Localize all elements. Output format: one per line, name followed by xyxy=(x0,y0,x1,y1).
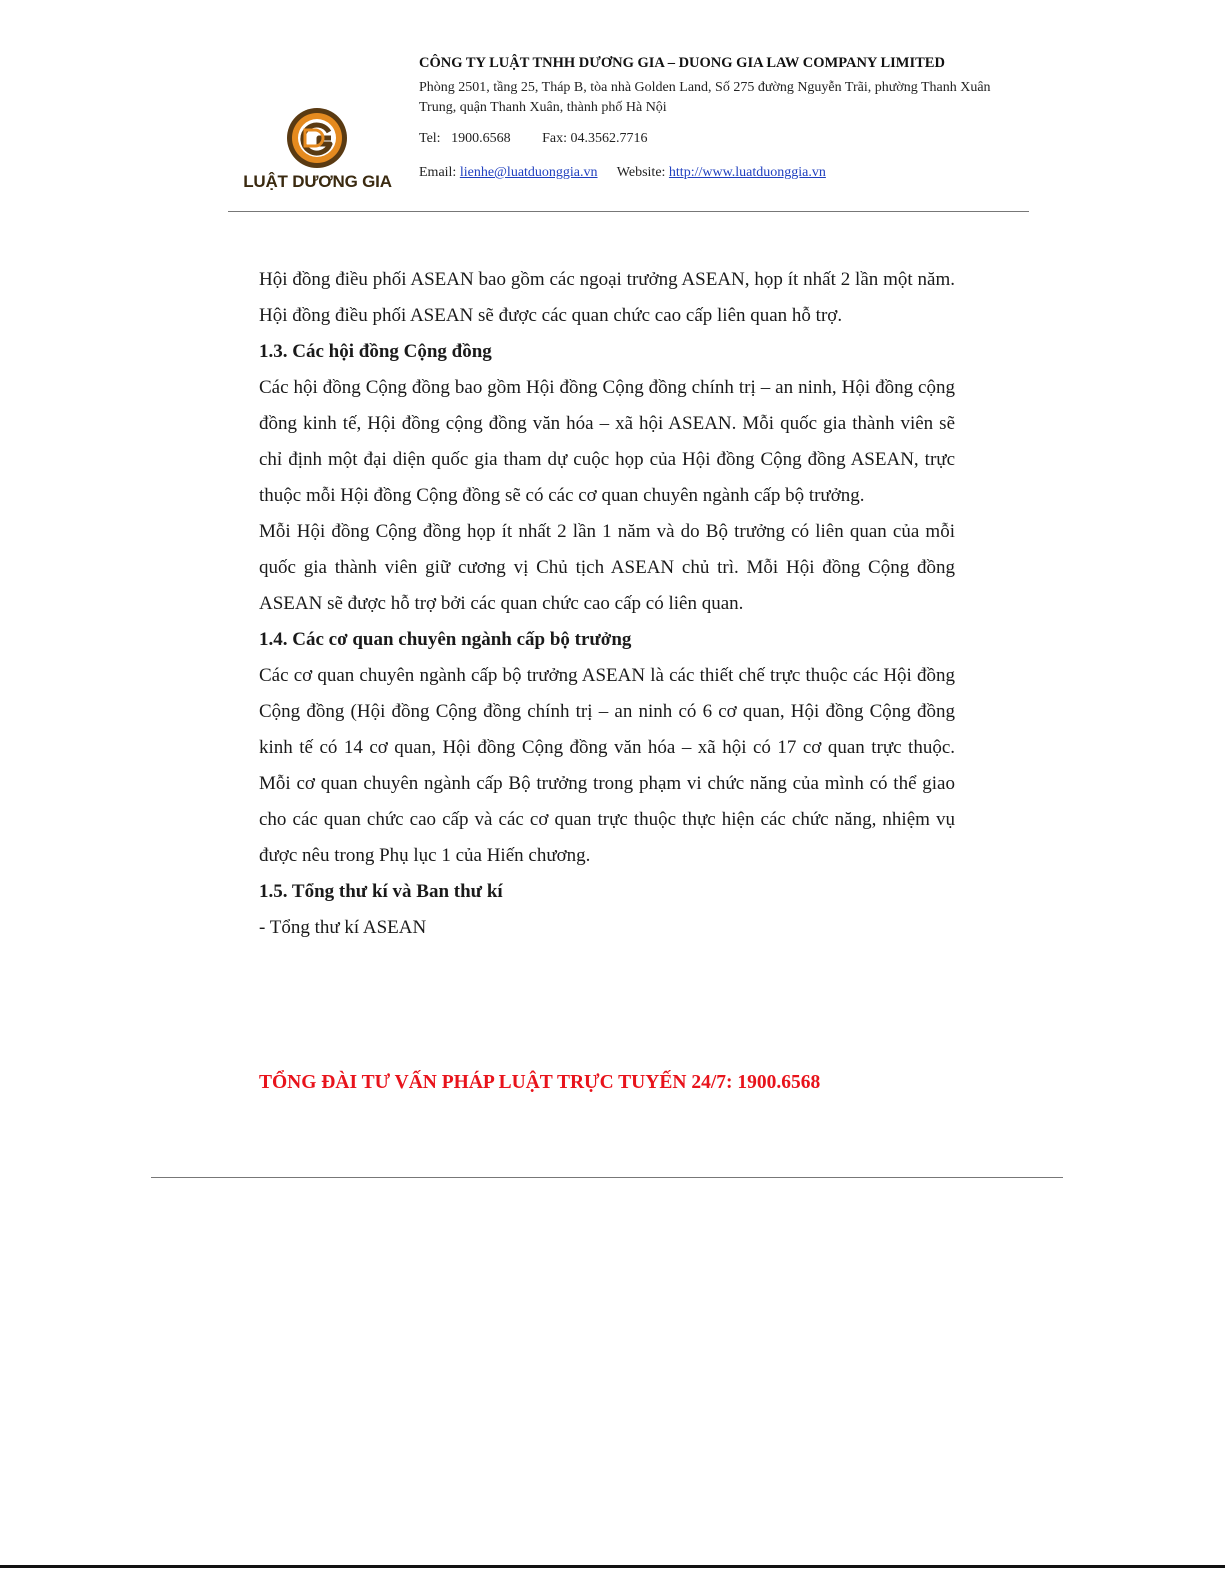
paragraph: Hội đồng điều phối ASEAN bao gồm các ngoại trưởng ASEAN, họp ít nhất 2 lần một năm. Hội đồng điều phối ASEAN sẽ được các quan chức cao cấp liên quan hỗ trợ. xyxy=(259,269,955,326)
tel-value: 1900.6568 xyxy=(451,131,511,146)
dg-emblem-icon xyxy=(285,106,349,170)
company-address: Phòng 2501, tầng 25, Tháp B, tòa nhà Golden Land, Số 275 đường Nguyễn Trãi, phường Thanh Xuân Trung, quận Thanh Xuân, thành phố Hà Nội xyxy=(419,80,991,115)
header-divider xyxy=(228,211,1029,212)
phone-fax-line xyxy=(419,131,647,147)
section-heading: 1.5. Tổng thư kí và Ban thư kí xyxy=(259,881,503,902)
paragraph: Mỗi Hội đồng Cộng đồng họp ít nhất 2 lần 1 năm và do Bộ trưởng có liên quan của mỗi quốc gia thành viên giữ cương vị Chủ tịch ASEAN chủ trì. Mỗi Hội đồng Cộng đồng ASEAN sẽ được hỗ trợ bởi các quan chức cao cấp có liên quan. xyxy=(259,521,955,614)
document-body xyxy=(259,262,955,946)
company-logo xyxy=(235,94,400,198)
fax-value: 04.3562.7716 xyxy=(570,131,648,146)
company-name: CÔNG TY LUẬT TNHH DƯƠNG GIA – DUONG GIA LAW COMPANY LIMITED xyxy=(419,55,945,71)
tel-label: Tel: xyxy=(419,131,441,146)
section-heading: 1.4. Các cơ quan chuyên ngành cấp bộ trưởng xyxy=(259,629,632,650)
email-link[interactable]: lienhe@luatduonggia.vn xyxy=(459,165,598,180)
email-label: Email: xyxy=(419,165,457,180)
paragraph: Các cơ quan chuyên ngành cấp bộ trưởng ASEAN là các thiết chế trực thuộc các Hội đồng Cộng đồng (Hội đồng Cộng đồng chính trị – an ninh có 6 cơ quan, Hội đồng Cộng đồng kinh tế có 14 cơ quan, Hội đồng Cộng đồng văn hóa – xã hội có 17 cơ quan trực thuộc. Mỗi cơ quan chuyên ngành cấp Bộ trưởng trong phạm vi chức năng của mình có thể giao cho các quan chức cao cấp và các cơ quan trực thuộc thực hiện các chức năng, nhiệm vụ được nêu trong Phụ lục 1 của Hiến chương. xyxy=(259,665,955,866)
paragraph: Các hội đồng Cộng đồng bao gồm Hội đồng Cộng đồng chính trị – an ninh, Hội đồng cộng đồng kinh tế, Hội đồng cộng đồng văn hóa – xã hội ASEAN. Mỗi quốc gia thành viên sẽ chỉ định một đại diện quốc gia tham dự cuộc họp của Hội đồng Cộng đồng ASEAN, trực thuộc mỗi Hội đồng Cộng đồng sẽ có các cơ quan chuyên ngành cấp bộ trưởng. xyxy=(259,377,955,506)
email-website-line xyxy=(419,165,826,181)
section-heading: 1.3. Các hội đồng Cộng đồng xyxy=(259,341,492,362)
website-label: Website: xyxy=(616,165,666,180)
fax-label: Fax: xyxy=(542,131,567,146)
paragraph: - Tổng thư kí ASEAN xyxy=(259,917,427,938)
hotline-banner: TỔNG ĐÀI TƯ VẤN PHÁP LUẬT TRỰC TUYẾN 24/7: 1900.6568 xyxy=(259,1072,821,1093)
logo-text: LUẬT DƯƠNG GIA xyxy=(243,172,392,191)
page-edge-line xyxy=(0,1565,1225,1568)
website-link[interactable]: http://www.luatduonggia.vn xyxy=(668,165,826,180)
footer-divider xyxy=(151,1177,1063,1178)
